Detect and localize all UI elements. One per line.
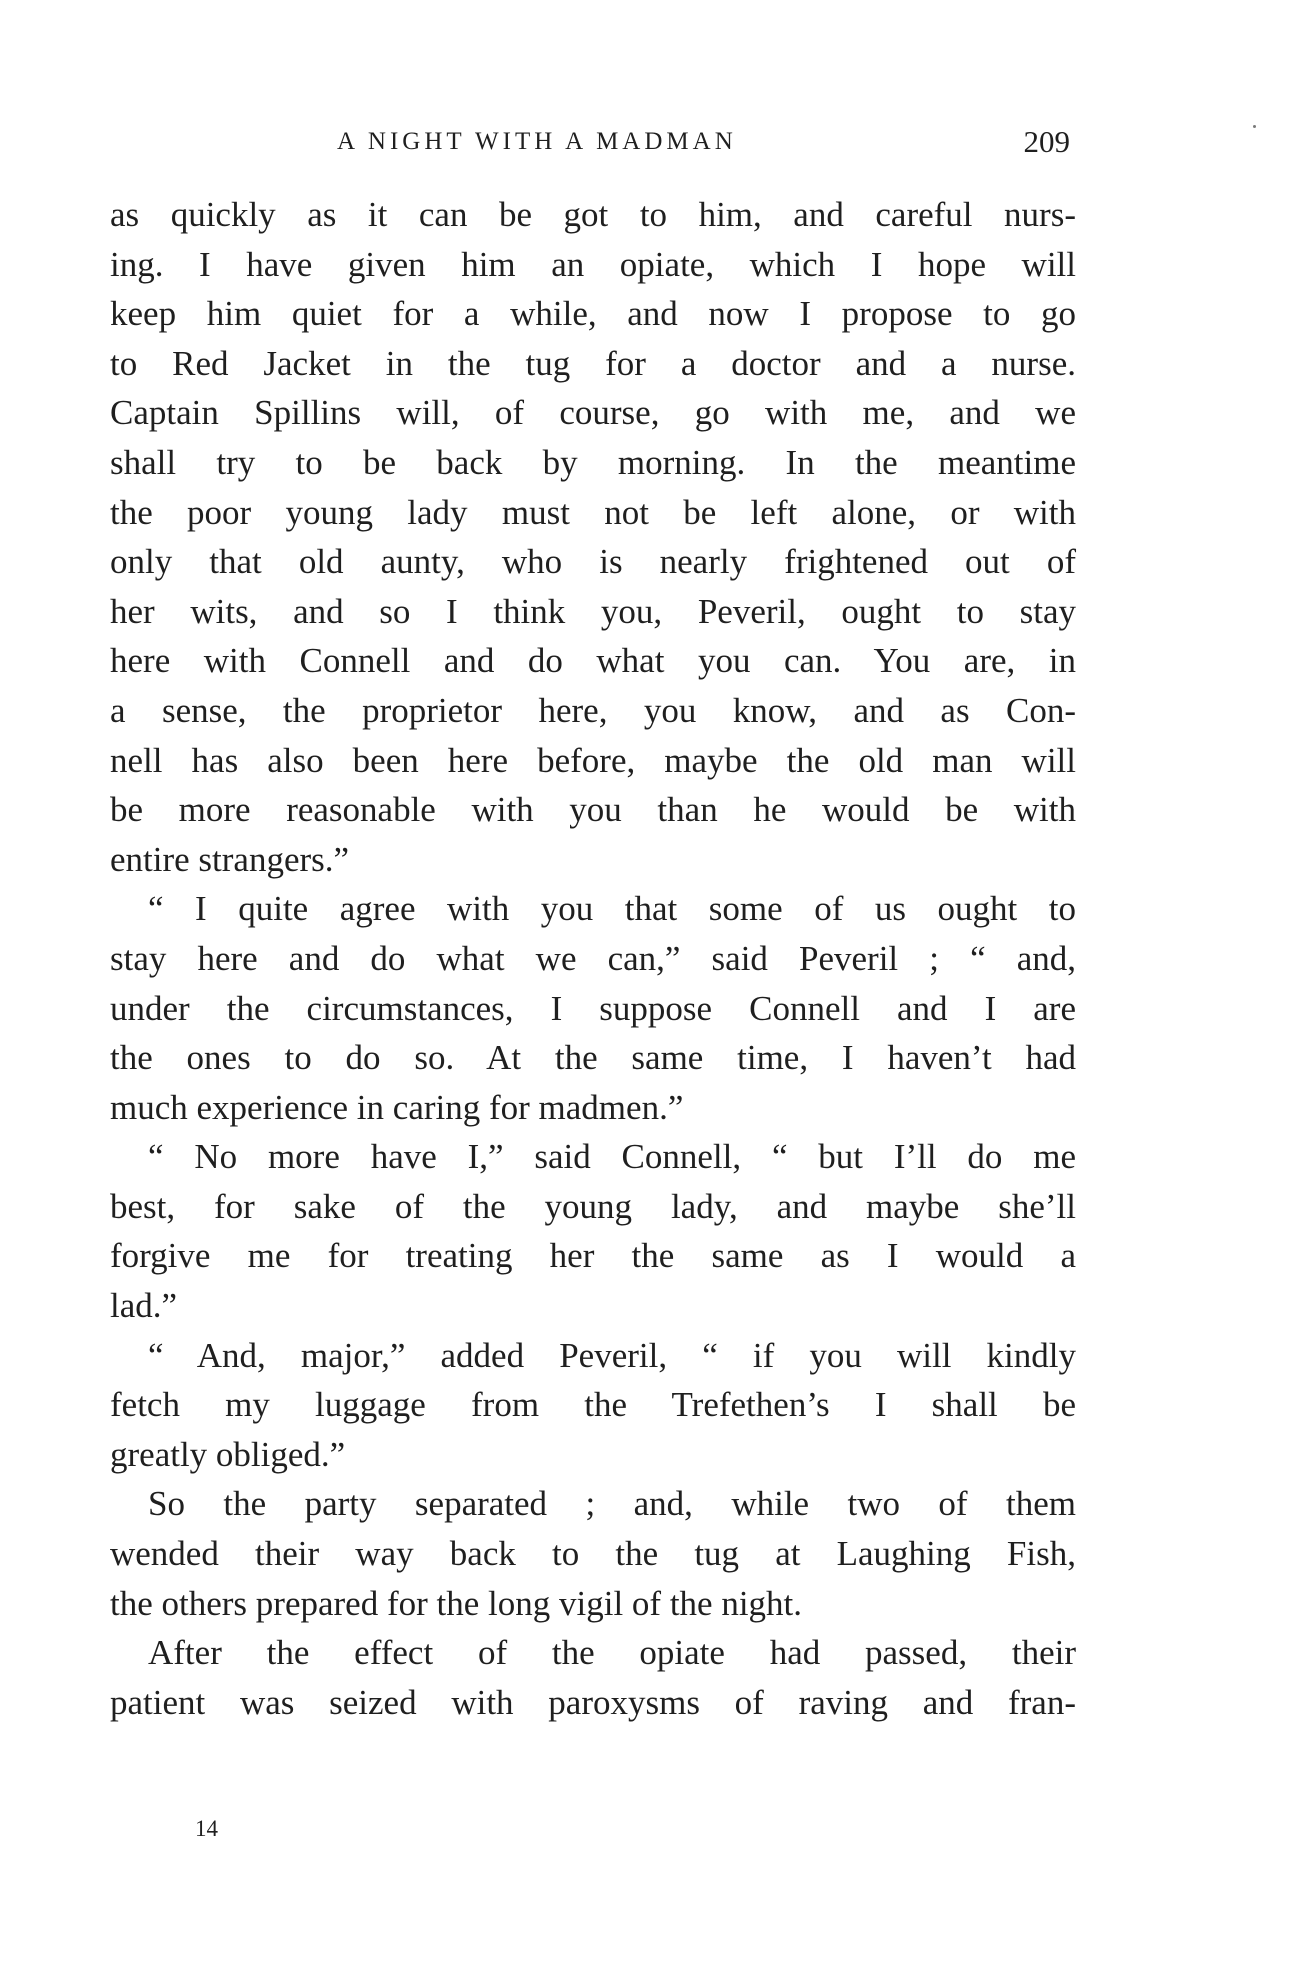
text-line: “ No more have I,” said Connell, “ but I’ll do me bbox=[148, 1137, 1076, 1177]
text-line: stay here and do what we can,” said Peveril ; “ and, bbox=[110, 938, 1076, 978]
text-line: ing. I have given him an opiate, which I hope will bbox=[110, 244, 1076, 284]
text-line: lad.” bbox=[110, 1286, 178, 1326]
text-line: much experience in caring for madmen.” bbox=[110, 1087, 684, 1127]
text-line: here with Connell and do what you can. You are, in bbox=[110, 641, 1076, 681]
body-text bbox=[110, 190, 1076, 1727]
text-line: Captain Spillins will, of course, go with me, and we bbox=[110, 393, 1076, 433]
text-line: under the circumstances, I suppose Connell and I are bbox=[110, 988, 1076, 1028]
text-line: as quickly as it can be got to him, and careful nurs- bbox=[110, 195, 1076, 234]
text-line: the ones to do so. At the same time, I haven’t had bbox=[110, 1038, 1076, 1078]
text-line: shall try to be back by morning. In the meantime bbox=[110, 442, 1076, 482]
text-line: be more reasonable with you than he would be with bbox=[110, 790, 1076, 830]
text-line: a sense, the proprietor here, you know, and as Con- bbox=[110, 690, 1076, 730]
page-number: 209 bbox=[1023, 124, 1070, 159]
page-header bbox=[110, 124, 1076, 168]
text-line: keep him quiet for a while, and now I propose to go bbox=[110, 294, 1076, 334]
text-line: fetch my luggage from the Trefethen’s I shall be bbox=[110, 1385, 1076, 1425]
signature-mark: 14 bbox=[195, 1816, 218, 1841]
text-line: After the effect of the opiate had passed, their bbox=[148, 1633, 1076, 1673]
text-line: wended their way back to the tug at Laughing Fish, bbox=[110, 1534, 1076, 1574]
text-line: forgive me for treating her the same as I would a bbox=[110, 1236, 1076, 1276]
text-line: to Red Jacket in the tug for a doctor and a nurse. bbox=[110, 343, 1076, 383]
paper-speck bbox=[1253, 125, 1256, 128]
text-line: So the party separated ; and, while two of them bbox=[148, 1484, 1076, 1524]
text-line: best, for sake of the young lady, and maybe she’ll bbox=[110, 1186, 1076, 1226]
text-line: patient was seized with paroxysms of raving and fran- bbox=[110, 1682, 1076, 1722]
running-title: A NIGHT WITH A MADMAN bbox=[337, 128, 737, 155]
text-line: “ I quite agree with you that some of us ought to bbox=[148, 889, 1076, 929]
text-line: only that old aunty, who is nearly frightened out of bbox=[110, 542, 1076, 582]
text-line: the poor young lady must not be left alone, or with bbox=[110, 492, 1076, 532]
text-line: her wits, and so I think you, Peveril, ought to stay bbox=[110, 591, 1076, 631]
text-line: the others prepared for the long vigil of the night. bbox=[110, 1583, 803, 1623]
text-line: nell has also been here before, maybe the old man will bbox=[110, 740, 1076, 780]
text-line: greatly obliged.” bbox=[110, 1434, 346, 1474]
text-line: entire strangers.” bbox=[110, 839, 350, 879]
text-line: “ And, major,” added Peveril, “ if you will kindly bbox=[148, 1335, 1076, 1375]
